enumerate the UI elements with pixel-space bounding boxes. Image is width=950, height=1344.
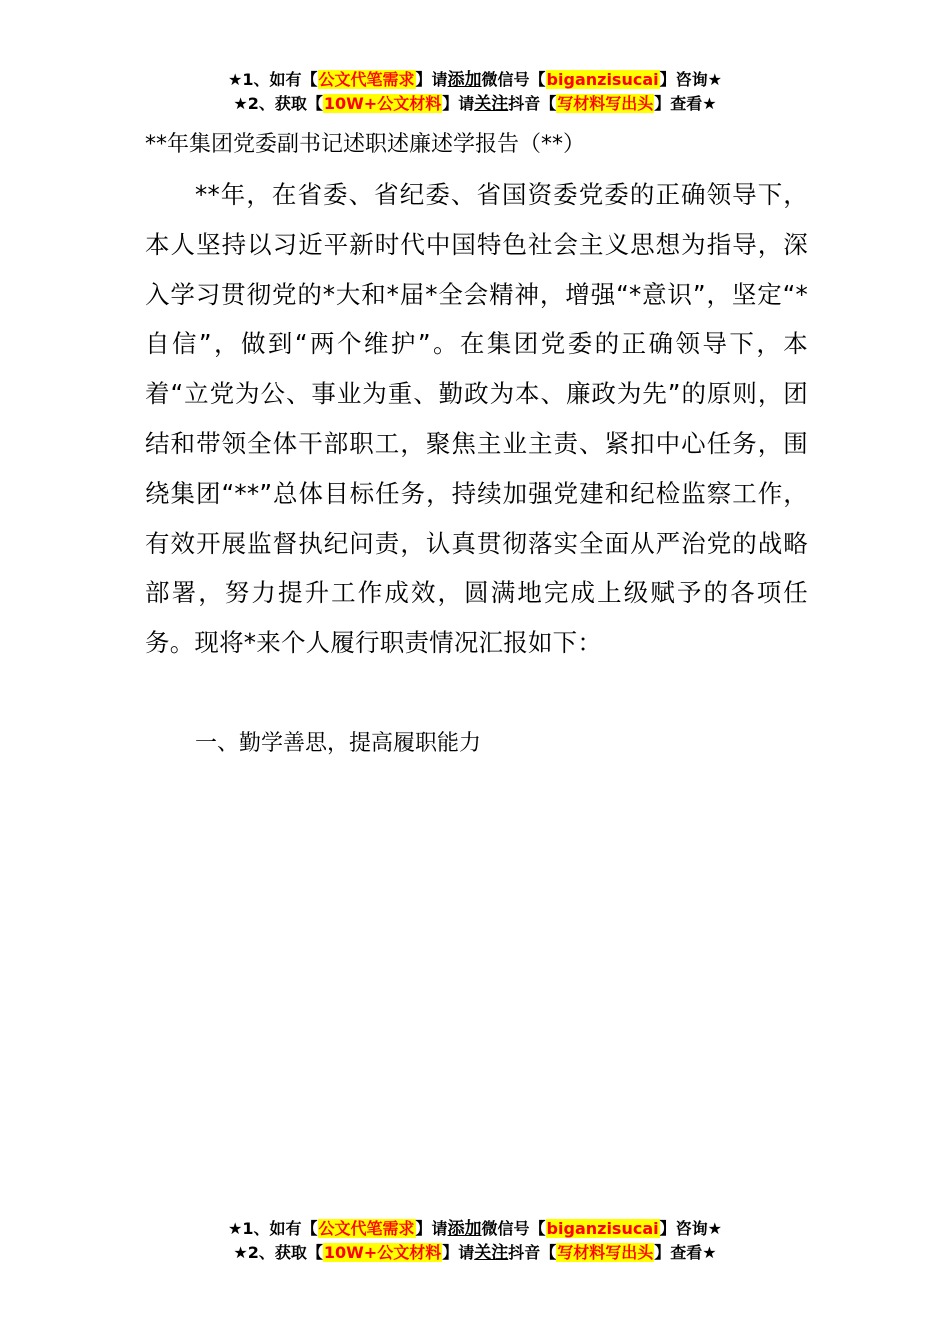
- banner-text: 】咨询★: [659, 1219, 722, 1238]
- banner-text: 】请: [442, 94, 475, 113]
- document-title: **年集团党委副书记述职述廉述学报告（**）: [145, 132, 586, 157]
- emphasis-text: 添加: [447, 70, 482, 90]
- banner-text: 抖音【: [508, 94, 557, 113]
- banner-text: 】查看★: [654, 1243, 717, 1262]
- banner-text: ★1、如有【: [228, 1219, 318, 1238]
- highlight-text: 公文代笔需求: [318, 1219, 415, 1238]
- banner-line-2: [0, 1241, 950, 1265]
- highlight-text: 10W+公文材料: [323, 94, 442, 113]
- banner-text: 】咨询★: [659, 70, 722, 89]
- banner-text: 微信号【: [481, 1219, 546, 1238]
- emphasis-text: 关注: [474, 1243, 509, 1263]
- banner-text: 抖音【: [508, 1243, 557, 1262]
- footer-banner: [0, 1217, 950, 1265]
- body-paragraph: **年，在省委、省纪委、省国资委党委的正确领导下，本人坚持以习近平新时代中国特色社会主义思想为指导，深入学习贯彻党的*大和*届*全会精神，增强“*意识”，坚定“*自信”，做到“两个维护”。在集团党委的正确领导下，本着“立党为公、事业为重、勤政为本、廉政为先”的原则，团结和带领全体干部职工，聚焦主业主责、紧扣中心任务，围绕集团“**”总体目标任务，持续加强党建和纪检监察工作，有效开展监督执纪问责，认真贯彻落实全面从严治党的战略部署，努力提升工作成效，圆满地完成上级赋予的各项任务。现将*来个人履行职责情况汇报如下：: [145, 180, 808, 658]
- banner-text: 】查看★: [654, 94, 717, 113]
- section-heading: 一、勤学善思，提高履职能力: [195, 731, 482, 756]
- emphasis-text: 添加: [447, 1219, 482, 1239]
- banner-text: ★2、获取【: [233, 1243, 323, 1262]
- banner-text: ★1、如有【: [228, 70, 318, 89]
- banner-text: 】请: [415, 1219, 448, 1238]
- header-banner: [0, 68, 950, 116]
- douyin-id-highlight: 写材料写出头: [557, 1243, 654, 1262]
- banner-text: 微信号【: [481, 70, 546, 89]
- banner-text: 】请: [442, 1243, 475, 1262]
- banner-line-1: [0, 1217, 950, 1241]
- wechat-id-highlight: biganzisucai: [546, 1219, 659, 1238]
- wechat-id-highlight: biganzisucai: [546, 70, 659, 89]
- douyin-id-highlight: 写材料写出头: [557, 94, 654, 113]
- banner-text: ★2、获取【: [233, 94, 323, 113]
- banner-line-2: [0, 92, 950, 116]
- banner-text: 】请: [415, 70, 448, 89]
- banner-line-1: [0, 68, 950, 92]
- highlight-text: 公文代笔需求: [318, 70, 415, 89]
- highlight-text: 10W+公文材料: [323, 1243, 442, 1262]
- emphasis-text: 关注: [474, 94, 509, 114]
